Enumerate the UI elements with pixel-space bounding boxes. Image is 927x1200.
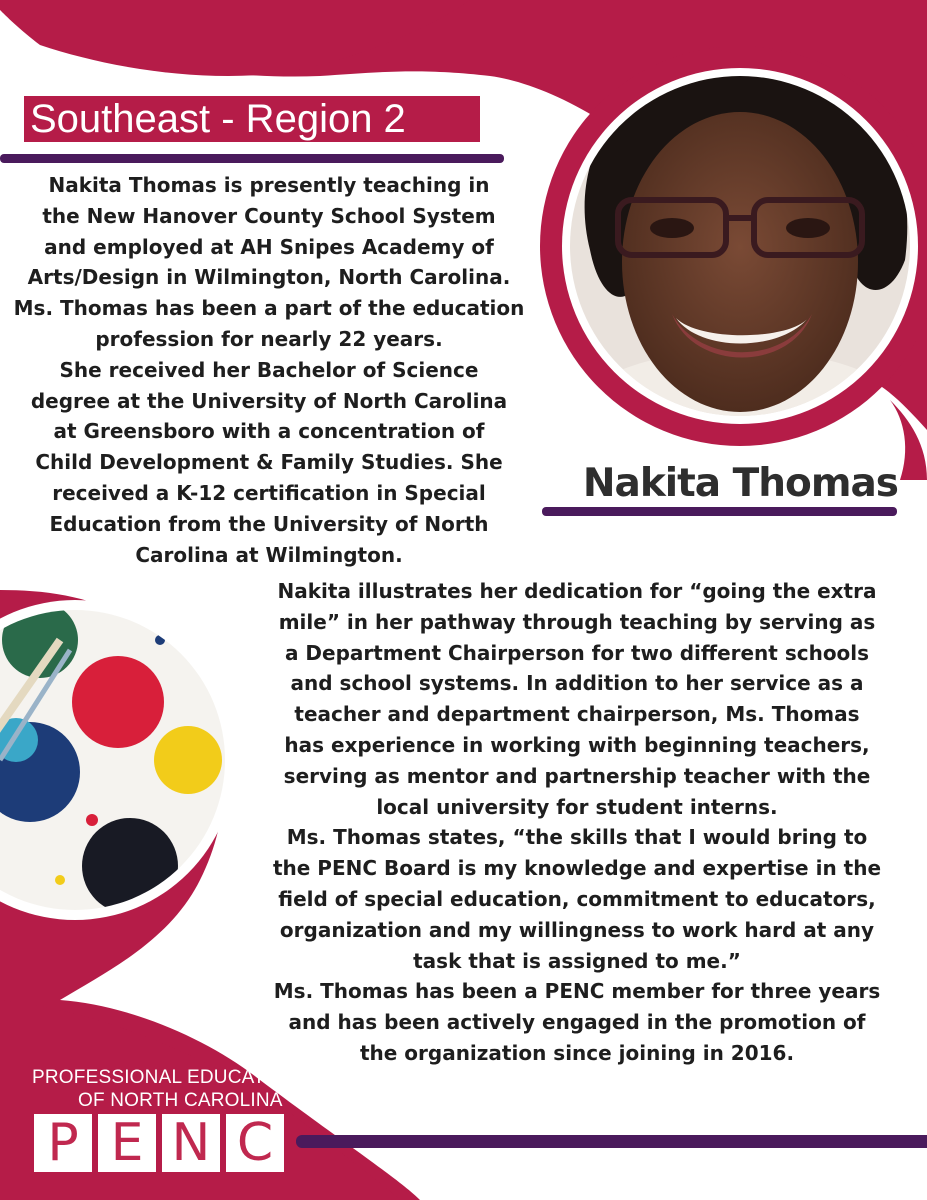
bio-line: task that is assigned to me.” (413, 948, 741, 973)
title-underline-bar (0, 154, 504, 163)
bio-line: organization and my willingness to work hard at any (279, 917, 875, 942)
bio-top (6, 170, 532, 570)
bio-line: and employed at AH Snipes Academy of (44, 234, 494, 259)
bio-line: the PENC Board is my knowledge and expertise in the (272, 856, 882, 881)
bio-line: and has been actively engaged in the promotion of (288, 1010, 866, 1035)
bio-line: Ms. Thomas states, “the skills that I would bring to (286, 825, 868, 850)
bio-line: and school systems. In addition to her service as a (290, 671, 864, 696)
bio-line: the New Hanover County School System (42, 203, 496, 228)
penc-letter: P (47, 1113, 79, 1173)
bio-line: Education from the University of North (49, 511, 489, 536)
bio-line: a Department Chairperson for two different schools (284, 640, 870, 665)
person-name: Nakita Thomas (582, 461, 898, 506)
bio-line: Carolina at Wilmington. (135, 542, 403, 567)
name-underline-bar (542, 507, 897, 516)
bio-line: mile” in her pathway through teaching by serving as (278, 609, 876, 634)
org-name-line-2: OF NORTH CAROLINA (78, 1090, 283, 1111)
bio-line: has experience in working with beginning teachers, (284, 732, 870, 757)
bio-line: local university for student interns. (376, 794, 778, 819)
bio-line: the organization since joining in 2016. (359, 1040, 795, 1065)
penc-letter: C (236, 1113, 274, 1173)
footer-bar (296, 1135, 927, 1148)
bio-bottom (256, 576, 898, 1069)
bio-line: at Greensboro with a concentration of (53, 419, 485, 444)
penc-letter: E (110, 1113, 144, 1173)
bio-line: Ms. Thomas has been a PENC member for three years (273, 979, 881, 1004)
bio-line: teacher and department chairperson, Ms. Thomas (294, 702, 860, 727)
bio-line: degree at the University of North Carolina (30, 388, 508, 413)
bio-line: She received her Bachelor of Science (59, 357, 479, 382)
paint-palette-photo (0, 600, 240, 928)
bio-line: serving as mentor and partnership teacher with the (283, 763, 871, 788)
bio-line: profession for nearly 22 years. (95, 326, 443, 351)
region-title: Southeast - Region 2 (24, 96, 480, 142)
bio-line: Child Development & Family Studies. She (35, 450, 503, 475)
org-name-line-1: PROFESSIONAL EDUCATORS (32, 1067, 307, 1088)
bio-line: Nakita illustrates her dedication for “going the extra (277, 579, 877, 603)
bio-line: Nakita Thomas is presently teaching in (48, 173, 490, 197)
bio-line: field of special education, commitment to educators, (278, 886, 876, 911)
penc-letter: N (171, 1113, 211, 1173)
bio-line: Arts/Design in Wilmington, North Carolina. (27, 265, 511, 290)
bio-line: received a K-12 certification in Special (52, 480, 486, 505)
bio-line: Ms. Thomas has been a part of the education (13, 296, 525, 321)
